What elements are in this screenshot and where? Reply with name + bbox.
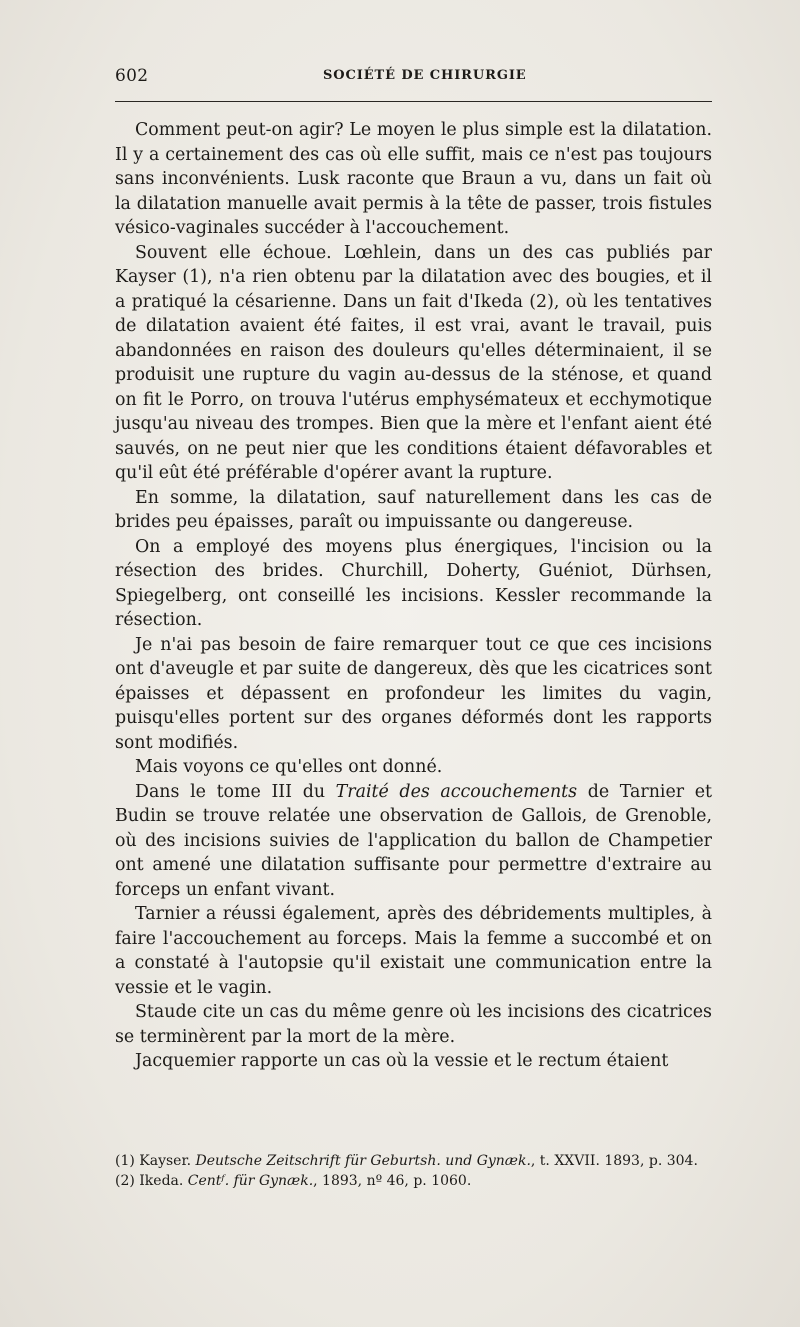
paragraph-text: Dans le tome III du [135,781,336,802]
footnote-text: , t. XXVII. 1893, p. 304. [530,1153,698,1169]
footnote-text: (1) Kayser. [115,1153,196,1169]
paragraph: On a employé des moyens plus énergiques, l'incision ou la résection des brides. Churchill, Doherty, Guéniot, Dürhsen, Spiegelberg, ont conseillé les incisions. Kessler recommande la résection. [115,536,712,630]
paragraph: Je n'ai pas besoin de faire remarquer tout ce que ces incisions ont d'aveugle et par suite de dangereux, dès que les cicatrices sont épaisses et dépassent en profondeur les limites du vagin, puisqu'elles portent sur des organes déformés dont les rapports sont modifiés. [115,634,712,753]
paragraph: Comment peut-on agir? Le moyen le plus simple est la dilatation. Il y a certainement des cas où elle suffit, mais ce n'est pas toujours sans inconvénients. Lusk raconte que Braun a vu, dans un fait où la dilatation manuelle avait permis à la tête de passer, trois fistules vésico-vaginales succéder à l'accouchement. [115,120,712,238]
paragraph: Souvent elle échoue. Lœhlein, dans un des cas publiés par Kayser (1), n'a rien obtenu par la dilatation avec des bougies, et il a pratiqué la césarienne. Dans un fait d'Ikeda (2), où les tentatives de dilatation avaient été faites, il est vrai, avant le travail, puis abandonnées en raison des douleurs qu'elles déterminaient, il se produisit une rupture du vagin au-dessus de la sténose, et quand on fit le Porro, on trouva l'utérus emphysémateux et ecchymotique jusqu'au niveau des trompes. Bien que la mère et l'enfant aient été sauvés, on ne peut nier que les conditions étaient défavorables et qu'il eût été préférable d'opérer avant la rupture. [115,242,712,483]
header-rule [115,101,712,102]
footnote-text: (2) Ikeda. [115,1173,188,1189]
running-head: SOCIÉTÉ DE CHIRURGIE [323,68,527,83]
journal-title: Centᶠ. für Gynæk. [187,1173,314,1189]
page-header [115,66,712,88]
paragraph: Tarnier a réussi également, après des débridements multiples, à faire l'accouchement au forceps. Mais la femme a succombé et on a constaté à l'autopsie qu'il existait une communication entre la vessie et le vagin. [115,904,712,998]
body-text [115,118,712,1074]
paragraph [115,780,712,903]
page-number: 602 [115,66,149,86]
book-title: Traité des accouchements [335,781,578,802]
footnote-text: , 1893, nº 46, p. 1060. [313,1173,472,1189]
paragraph: Jacquemier rapporte un cas où la vessie et le rectum étaient [135,1051,669,1071]
journal-title: Deutsche Zeitschrift für Geburtsh. und Gynæk. [195,1153,531,1169]
footnotes [115,1151,712,1191]
footnote-2 [115,1171,712,1191]
paragraph: Mais voyons ce qu'elles ont donné. [135,757,443,777]
paragraph-text: de Tarnier et Budin se trouve relatée une observation de Gallois, de Grenoble, où des incisions suivies de l'application du ballon de Champetier ont amené une dilatation suffisante pour permettre d'extraire au forceps un enfant vivant. [115,781,712,900]
paragraph: En somme, la dilatation, sauf naturellement dans les cas de brides peu épaisses, paraît ou impuissante ou dangereuse. [115,487,712,532]
footnote-1 [115,1151,712,1171]
paragraph: Staude cite un cas du même genre où les incisions des cicatrices se terminèrent par la mort de la mère. [115,1002,712,1047]
